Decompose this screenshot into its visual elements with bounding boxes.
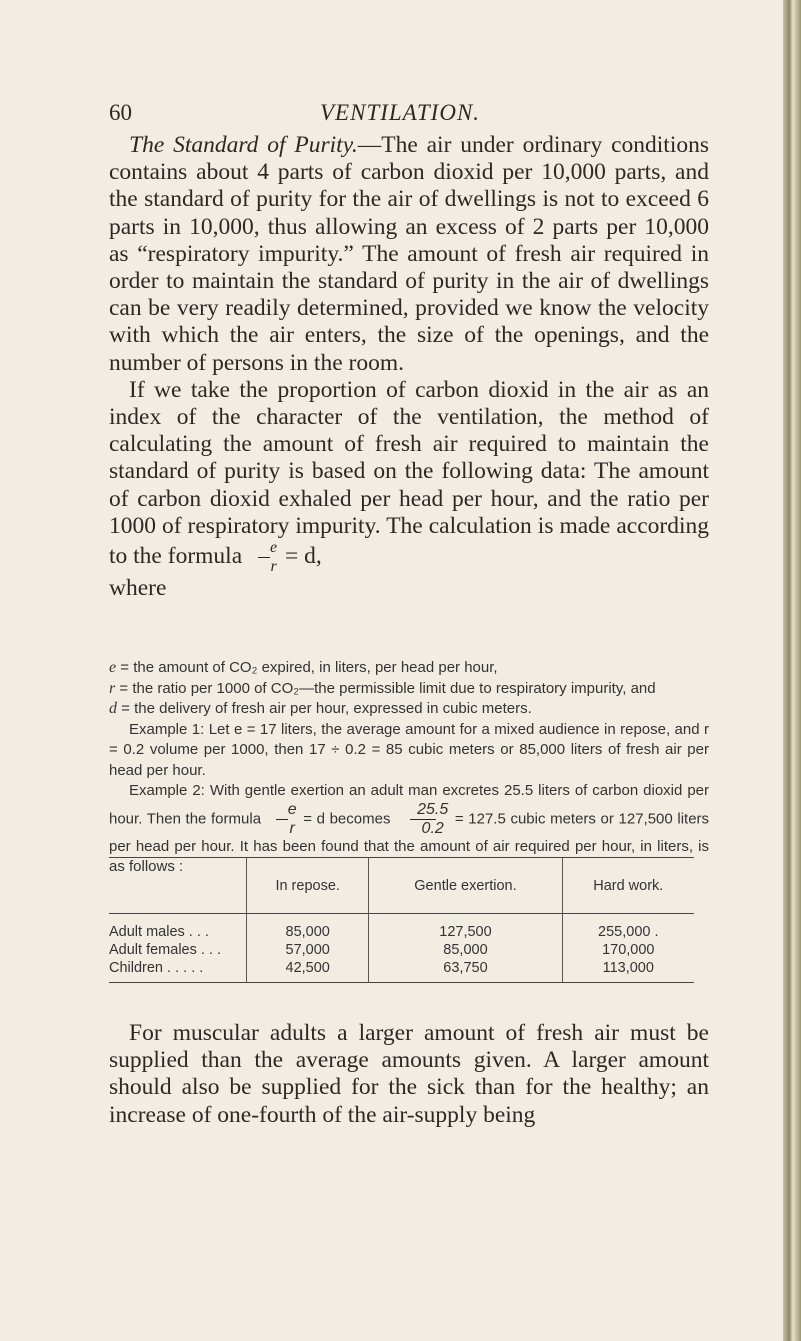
air-requirement-table [109,857,694,983]
page-header [109,100,709,132]
where-line: where [109,575,167,602]
paragraph-1-text: —The air under ordinary conditions contains about 4 parts of carbon dioxid per 10,000 parts, and the standard of purity for the air of dwellings is not to exceed 6 parts in 10,000, thus allowing an excess of 2 parts per 10,000 as “respiratory impurity.” The amount of fresh air required in order to maintain the standard of purity in the air of dwellings can be very readily determined, provided we know the velocity with which the air enters, the size of the openings, and the number of persons in the room. [109,132,709,376]
table-header-repose: In repose. [247,858,369,914]
formula-numerator: e [270,539,278,557]
table-row [109,959,694,983]
row-label: Adult females . . . [109,942,222,958]
cell-hard: 113,000 [562,959,694,983]
definitions-and-examples [109,658,709,878]
table-header-gentle: Gentle exertion. [369,858,562,914]
cell-repose: 85,000 [247,914,369,942]
example-1: Example 1: Let e = 17 liters, the average amount for a mixed audience in repose, and r = 0.2 volume per 1000, then 17 ÷ 0.2 = 85 cubic meters or 85,000 liters of fresh air per head per hour. [109,720,709,779]
table-header-blank [109,858,247,914]
definition-d: d = the delivery of fresh air per hour, expressed in cubic meters. [109,700,532,717]
page-number: 60 [109,100,132,125]
cell-gentle: 85,000 [369,941,562,959]
main-body [109,132,709,602]
table-row [109,941,694,959]
running-title: VENTILATION. [320,100,481,125]
page-edge [783,0,801,1341]
formula-fraction [250,540,277,575]
paragraph-standard-of-purity [109,132,709,377]
formula-denominator: r [270,558,277,576]
cell-gentle: 63,750 [369,959,562,983]
table-header-row [109,858,694,914]
table-row [109,914,694,942]
cell-repose: 42,500 [247,959,369,983]
table-header-hard: Hard work. [562,858,694,914]
cell-gentle: 127,500 [369,914,562,942]
example-formula-fraction: $\frac{e}{r}$ [268,802,297,837]
section-title: The Standard of Purity. [129,132,358,158]
row-label: Children . . . . . [109,960,204,976]
example-calc-fraction: $\frac{25.5}{0.2}$ [397,802,448,837]
definition-e: e = the amount of CO₂ expired, in liters, per head per hour, [109,659,498,676]
closing-text: For muscular adults a larger amount of fresh air must be supplied than the average amounts given. A larger amount should also be supplied for the sick than for the healthy; an increase of one-fourth of the air-supply being [109,1020,709,1128]
row-label: Adult males . . . [109,924,209,940]
paragraph-2-text: If we take the proportion of carbon dioxid in the air as an index of the character of the ventilation, the method of calculating the amount of fresh air required to maintain the standard of purity is based on the following data: The amount of carbon dioxid exhaled per head per hour, and the ratio per 1000 of respiratory impurity. The calculation is made according to the formula [109,376,709,569]
cell-hard: 255,000 . [562,914,694,942]
cell-repose: 57,000 [247,941,369,959]
example-2: Example 2: With gentle exertion an adult man excretes 25.5 liters of carbon dioxid per hour. Then the formula $\frac{e}{r}$ = d becomes $\frac{25.5}{0.2}$ = 127.5 cubic meters or 127,500 liters per head per hour. It has been found that the amount of air required per hour, in liters, is as follows : [109,782,710,875]
definition-r: r = the ratio per 1000 of CO₂—the permissible limit due to respiratory impurity, and [109,679,656,697]
paragraph-calculation [109,377,709,575]
closing-paragraph [109,1020,709,1129]
cell-hard: 170,000 [562,941,694,959]
formula-result: = d, [285,542,322,569]
